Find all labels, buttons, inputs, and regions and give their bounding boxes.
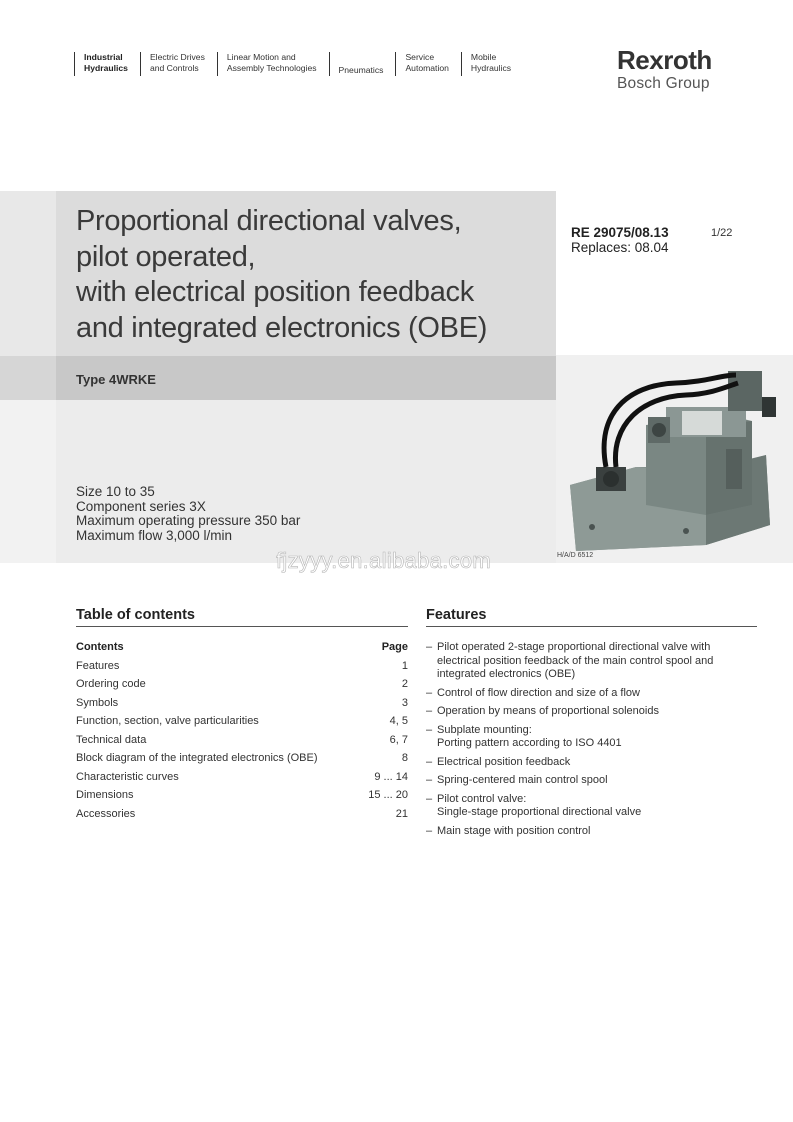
toc-row-page: 21 [395,807,408,820]
toc-row-page: 2 [401,678,408,690]
logo-group: Bosch Group [617,75,710,92]
feature-item [426,724,746,751]
feature-item [426,793,746,820]
feature-item [426,705,746,719]
toc-row-page: 15 ... 20 [368,789,408,801]
nav-item-line2: Hydraulics [84,63,128,73]
feature-item [426,687,746,701]
watermark: fjzyyy.en.alibaba.com [276,548,491,573]
toc-row-page: 6, 7 [389,733,408,746]
title-line: Proportional directional valves, [76,205,462,237]
feature-line: Porting pattern according to ISO 4401 [437,737,622,749]
nav-item-line1: Service [405,52,435,62]
toc-row-label: Features [76,659,120,672]
feature-line: – Subplate mounting: [437,723,532,736]
toc-row-label: Dimensions [76,789,134,801]
re-number: RE 29075/08.13 [571,225,669,240]
nav-item-electric-drives[interactable] [140,52,217,76]
toc-row[interactable] [76,659,408,678]
toc-row[interactable] [76,751,408,770]
toc-row-label: Symbols [76,696,119,709]
feature-item [426,774,746,788]
table-of-contents [76,640,408,825]
toc-header-contents: Contents [76,641,124,653]
feature-line: – Control of flow direction and size of a flow [437,686,640,699]
title-band-edge [0,191,56,356]
page-number: 1/22 [711,227,733,239]
nav-item-line2: Automation [405,63,449,73]
valve-illustration [556,355,793,563]
toc-row-page: 4, 5 [389,715,408,727]
document-reference [571,225,669,255]
nav-item-line1: Industrial [84,52,123,62]
feature-line: – Main stage with position control [437,824,591,837]
feature-line: – Electrical position feedback [437,755,571,768]
nav-item-line1: Electric Drives [149,52,205,62]
photo-caption: H/A/D 6512 [557,552,594,559]
feature-item [426,756,746,770]
spec-band-edge [0,400,56,563]
logo-brand: Rexroth [617,45,712,75]
toc-row-page: 9 ... 14 [374,770,408,783]
type-label: Type 4WRKE [76,372,156,387]
toc-row[interactable] [76,677,408,696]
nav-item-line2: Assembly Technologies [226,63,317,73]
toc-row-label: Ordering code [76,678,146,690]
toc-row[interactable] [76,696,408,715]
nav-item-line2: Hydraulics [470,63,512,73]
feature-line: integrated electronics (OBE) [437,668,576,680]
spec-list [76,485,300,543]
rexroth-logo [617,46,712,92]
toc-row-page: 3 [401,696,408,709]
toc-row-label: Technical data [76,733,147,746]
feature-line: – Pilot operated 2-stage proportional directional valve with [437,641,711,653]
features-heading: Features [426,607,757,627]
feature-line: – Operation by means of proportional solenoids [437,705,659,717]
title-line: pilot operated, [76,240,256,273]
nav-item-mobile-hydraulics[interactable] [461,52,523,76]
toc-row-label: Accessories [76,807,136,820]
nav-item-service-automation[interactable] [395,52,460,76]
nav-item-line1: Mobile [470,52,497,62]
toc-row[interactable] [76,788,408,807]
toc-row-label: Function, section, valve particularities [76,715,259,727]
feature-item [426,641,746,682]
toc-row-page: 1 [401,659,408,672]
spec-item: Size 10 to 35 [76,484,155,499]
toc-row[interactable] [76,714,408,733]
title-line: with electrical position feedback [76,276,474,308]
feature-line: electrical position feedback of the main control spool and [437,654,714,667]
toc-heading: Table of contents [76,607,408,627]
feature-item [426,825,746,839]
spec-item: Component series 3X [76,498,206,514]
toc-row[interactable] [76,770,408,789]
toc-row[interactable] [76,733,408,752]
type-band-edge [0,356,56,400]
page-title [76,204,546,346]
nav-item-line2: Pneumatics [338,65,384,75]
features-list [426,641,746,843]
nav-item-industrial-hydraulics[interactable] [74,52,140,76]
toc-header-row [76,640,408,659]
feature-line: – Spring-centered main control spool [437,774,608,786]
feature-line: – Pilot control valve: [437,792,527,805]
nav-item-pneumatics[interactable] [329,52,396,76]
nav-item-line2: and Controls [149,63,199,73]
nav-item-linear-motion[interactable] [217,52,329,76]
toc-row-label: Block diagram of the integrated electronics (OBE) [76,752,318,764]
toc-row-page: 8 [401,752,408,764]
toc-header-page: Page [381,641,408,653]
title-line: and integrated electronics (OBE) [76,311,488,344]
spec-item: Maximum flow 3,000 l/min [76,527,233,543]
spec-item: Maximum operating pressure 350 bar [76,513,301,528]
nav-item-line1: Linear Motion and [226,52,296,62]
product-photo [556,355,793,563]
division-nav [74,52,523,76]
toc-row-label: Characteristic curves [76,770,179,783]
feature-line: Single-stage proportional directional valve [437,806,642,818]
replaces-note: Replaces: 08.04 [571,240,669,255]
toc-row[interactable] [76,807,408,826]
